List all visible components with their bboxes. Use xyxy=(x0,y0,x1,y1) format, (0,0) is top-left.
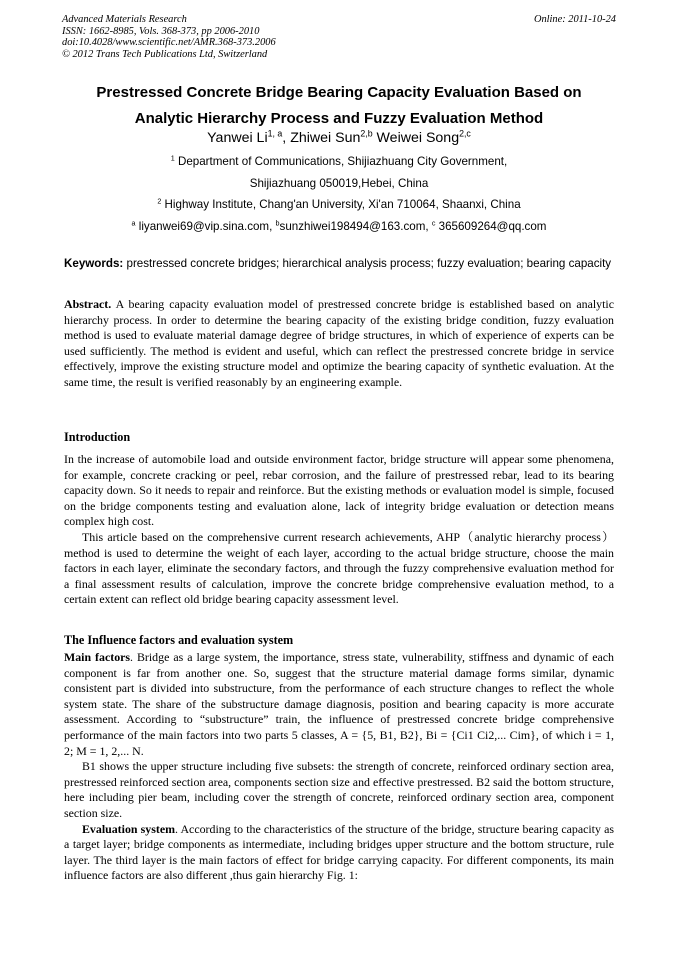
section-heading-influence: The Influence factors and evaluation system xyxy=(64,633,294,647)
abstract-label: Abstract. xyxy=(64,297,112,311)
author-list xyxy=(40,129,638,147)
keywords-label: Keywords: xyxy=(64,257,124,270)
author-separator: , xyxy=(282,130,291,146)
paper-title xyxy=(40,80,638,132)
issn-line: ISSN: 1662-8985, Vols. 368-373, pp 2006-2010 xyxy=(62,25,260,37)
copyright-line: © 2012 Trans Tech Publications Ltd, Switzerland xyxy=(62,48,268,60)
affiliation-2-text: Highway Institute, Chang'an University, Xi'an 710064, Shaanxi, China xyxy=(161,198,521,211)
introduction-paragraph-2: This article based on the comprehensive current research achievements, AHP（analytic hierarchy process） method is used to determine the weight of each layer, according to the actual bridge structure, choose the main factors in each layer, eliminate the secondary factors, and through the fuzzy comprehensive evaluation method for a final assessment results of calculation, improve the concrete bridge comprehensive evaluation method, to a certain extent can reflect old bridge bearing capacity assessment level. xyxy=(64,529,614,607)
b1-paragraph: B1 shows the upper structure including five subsets: the strength of concrete, reinforced ordinary section area, prestressed reinforced section area, components section size and effective prestressed. B2 said the bottom structure, here including pier beam, including cover the strength of concrete, reinforced ordinary section area, component section size. xyxy=(64,759,614,820)
main-factors-label: Main factors xyxy=(64,650,131,664)
email-c: 365609264@qq.com xyxy=(435,220,547,233)
abstract xyxy=(64,297,614,391)
email-c-mark: c xyxy=(431,218,436,228)
section-heading-introduction: Introduction xyxy=(64,430,131,444)
title-line-2: Analytic Hierarchy Process and Fuzzy Evaluation Method xyxy=(134,110,544,127)
journal-header xyxy=(62,14,618,60)
email-a-mark: a xyxy=(131,218,136,228)
evaluation-system-label: Evaluation system xyxy=(82,821,175,836)
author-1-affiliation-mark: 1, a xyxy=(267,128,283,139)
author-3-affiliation-mark: 2,c xyxy=(459,128,471,139)
influence-body xyxy=(64,650,614,884)
main-factors-text: . Bridge as a large system, the importance, stress state, vulnerability, stiffness and dynamic of each component is far from another one. So, suggest that the structure material damage forms similar, dynamic consistent part is divided into substructure, from the performance of each structure changes to reflect the whole system state. The share of the substructure damage diagnosis, position and bearing capacity is more accurate assessment. According to “substructure” train, the influence of prestressed concrete bridge comprehensive performance of the main factors into two parts 5 classes, A = {5, B1, B2}, Bi = {Ci1 Ci2,... Cim}, of which i = 1, 2; M = 1, 2,... N. xyxy=(64,650,614,758)
evaluation-system-paragraph xyxy=(64,822,614,884)
evaluation-system-text: . According to the characteristics of the structure of the bridge, structure bearing capacity as a target layer; bridge components as intermediate, including bridges upper structure and the bottom structure, rule layer. The third layer is the main factors of effect for bridge carrying capacity. For different components, its main influence factors are also different ,thus gain hierarchy Fig. 1: xyxy=(64,821,614,883)
author-1: Yanwei Li xyxy=(207,130,268,146)
author-2-affiliation-mark: 2,b xyxy=(360,128,373,139)
email-b: sunzhiwei198494@163.com, xyxy=(279,220,432,233)
author-2: Zhiwei Sun xyxy=(290,130,361,146)
keywords-text: prestressed concrete bridges; hierarchical analysis process; fuzzy evaluation; bearing capacity xyxy=(123,257,612,270)
affiliation-1-address: Shijiazhuang 050019,Hebei, China xyxy=(249,177,429,190)
title-line-1: Prestressed Concrete Bridge Bearing Capacity Evaluation Based on xyxy=(96,84,582,101)
introduction-paragraph-1: In the increase of automobile load and outside environment factor, bridge structure will appear some phenomena, for example, concrete cracking or peel, rebar corrosion, and the failure of prestressed rebar, lead to its bearing capacity down. So it needs to repair and reinforce. But the existing methods or evaluation model is simple, focused on the bridge components testing and evaluation alone, lack of integrity bridge evaluation or detection means complex high cost. xyxy=(64,452,614,529)
affiliation-1 xyxy=(40,155,638,169)
keywords xyxy=(64,256,614,271)
email-line xyxy=(40,220,638,234)
affiliation-2 xyxy=(40,198,638,212)
abstract-paragraph xyxy=(64,297,614,391)
affiliation-2-mark: 2 xyxy=(157,196,162,206)
introduction-body xyxy=(64,452,614,608)
abstract-text: A bearing capacity evaluation model of prestressed concrete bridge is established based on analytic hierarchy process. In order to determine the bearing capacity of the existing bridge condition, fuzzy evaluation method is used to evaluate material damage degree of bridge structures, in which of experience of experts can be used sufficiently. The method is evident and useful, which can reflect the prestressed concrete bridge in service effectively, improve the existing structure model and optimize the bearing capacity of synthetic evaluation. At the same time, the result is verified reasonably by an engineering example. xyxy=(64,297,614,389)
journal-name: Advanced Materials Research xyxy=(62,14,187,25)
online-date: Online: 2011-10-24 xyxy=(533,14,616,25)
doi-line: doi:10.4028/www.scientific.net/AMR.368-373.2006 xyxy=(62,37,276,49)
affiliation-1-mark: 1 xyxy=(170,153,175,163)
main-factors-paragraph xyxy=(64,650,614,759)
email-a: liyanwei69@vip.sina.com, xyxy=(135,220,276,233)
email-b-mark: b xyxy=(275,218,280,228)
author-3: Weiwei Song xyxy=(372,130,460,146)
affiliation-1-line-1: Department of Communications, Shijiazhuang City Government, xyxy=(174,155,508,168)
